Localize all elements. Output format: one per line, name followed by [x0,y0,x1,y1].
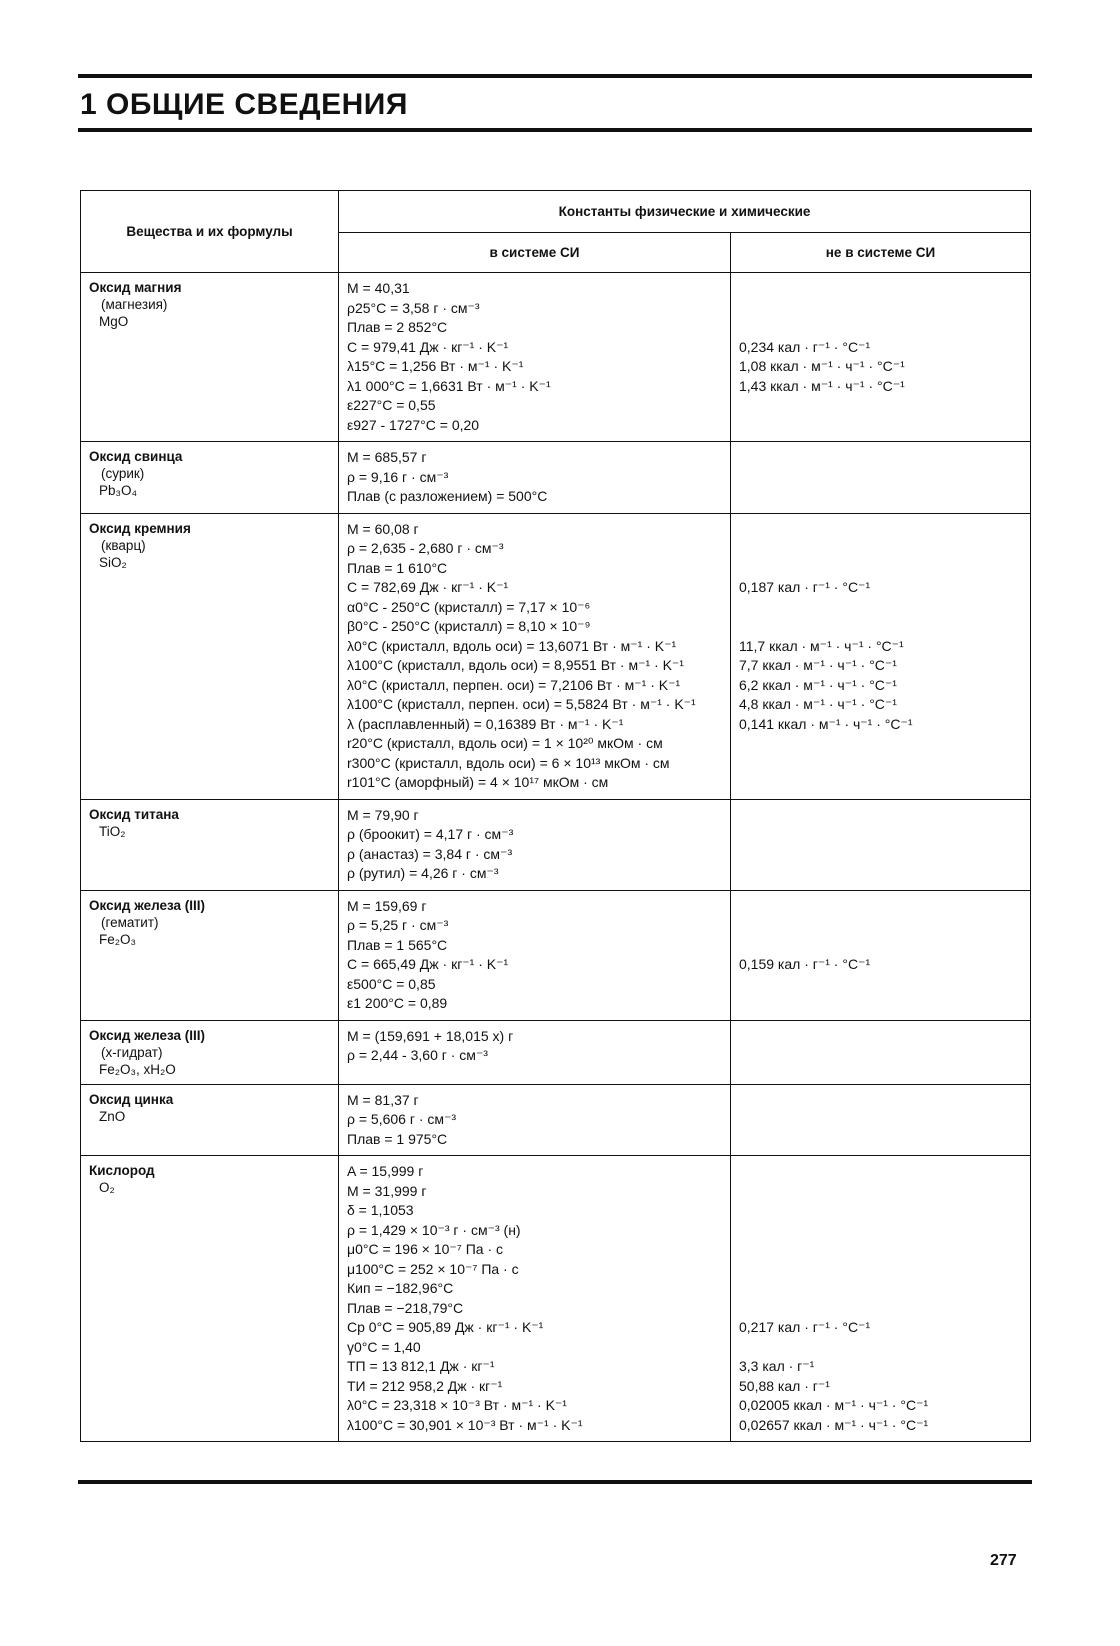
si-constant: C = 979,41 Дж · кг⁻¹ · K⁻¹ [347,338,509,355]
substance-cell [81,799,339,890]
substance-cell [81,513,339,799]
substance-formula: ZnO [99,1108,126,1124]
substance-formula: MgO [99,314,129,329]
si-constant: r20°C (кристалл, вдоль оси) = 1 × 10²⁰ мкОм · см [347,735,663,751]
empty-line [739,1162,1022,1182]
empty-line [739,825,1022,845]
non-si-constant: 6,2 ккал · м⁻¹ · ч⁻¹ · °C⁻¹ [739,676,897,693]
si-constant: M = 79,90 г [347,806,419,823]
si-constant: ε1 200°C = 0,89 [347,995,448,1011]
si-constant: β0°C - 250°C (кристалл) = 8,10 × 10⁻⁹ [347,618,591,634]
substance-name: Оксид магния [89,280,182,295]
substance-name: Оксид титана [89,806,179,822]
si-constants-cell [339,799,731,890]
empty-line [739,975,1022,995]
non-si-constant: 11,7 ккал · м⁻¹ · ч⁻¹ · °C⁻¹ [739,637,904,654]
header-si: в системе СИ [339,233,731,273]
substance-cell [81,1084,339,1156]
non-si-constants-cell [731,442,1031,514]
header-constants: Константы физические и химические [339,191,1031,233]
empty-line [739,936,1022,956]
substance-name: Оксид кремния [89,520,191,536]
non-si-constants-cell [731,799,1031,890]
substance-name: Оксид железа (III) [89,897,206,913]
substance-alt-name: (магнезия) [101,297,168,312]
substance-name: Оксид цинка [89,1091,174,1107]
si-constant: ρ = 5,25 г · см⁻³ [347,917,449,933]
si-constant: Плав = 2 852°C [347,319,448,335]
si-constant: λ15°C = 1,256 Вт · м⁻¹ · K⁻¹ [347,358,524,374]
header-substances: Вещества и их формулы [81,191,339,273]
table-row [81,799,1031,890]
si-constant: C = 782,69 Дж · кг⁻¹ · K⁻¹ [347,579,509,595]
empty-line [739,864,1022,884]
empty-line [739,806,1022,826]
table-row [81,442,1031,514]
si-constant: C = 665,49 Дж · кг⁻¹ · K⁻¹ [347,956,509,972]
si-constant: ε500°C = 0,85 [347,975,436,992]
header-non-si: не в системе СИ [731,233,1031,273]
si-constant: δ = 1,1053 [347,1202,414,1218]
substance-alt-name: (сурик) [101,466,145,481]
si-constant: ρ25°C = 3,58 г · см⁻³ [347,299,480,316]
non-si-constant: 0,141 ккал · м⁻¹ · ч⁻¹ · °C⁻¹ [739,715,913,732]
table-row [81,1020,1031,1084]
si-constant: Плав = 1 975°C [347,1130,448,1147]
empty-line [739,734,1022,754]
substance-formula: Fe₂O₃ [99,931,136,947]
empty-line [739,994,1022,1014]
si-constant: ρ = 2,44 - 3,60 г · см⁻³ [347,1047,488,1063]
si-constant: M = (159,691 + 18,015 x) г [347,1027,514,1044]
empty-line [739,487,1022,507]
si-constant: M = 159,69 г [347,897,427,914]
empty-line [739,416,1022,436]
non-si-constant: 3,3 кал · г⁻¹ [739,1358,815,1374]
si-constant: ρ (броокит) = 4,17 г · см⁻³ [347,826,514,842]
non-si-constant: 50,88 кал · г⁻¹ [739,1377,830,1394]
substance-alt-name: (гематит) [101,914,159,930]
non-si-constant: 0,159 кал · г⁻¹ · °C⁻¹ [739,956,871,972]
empty-line [739,1240,1022,1260]
empty-line [739,1110,1022,1130]
substance-alt-name: (кварц) [101,537,146,553]
si-constant: λ100°C = 30,901 × 10⁻³ Вт · м⁻¹ · K⁻¹ [347,1416,583,1433]
si-constants-cell [339,1156,731,1442]
non-si-constant: 0,234 кал · г⁻¹ · °C⁻¹ [739,338,871,355]
si-constant: μ0°C = 196 × 10⁻⁷ Па · с [347,1241,504,1257]
substance-formula: SiO₂ [99,554,127,570]
si-constant: λ0°C (кристалл, вдоль оси) = 13,6071 Вт · м⁻¹ · K⁻¹ [347,637,677,654]
substance-cell [81,273,339,442]
si-constants-cell [339,890,731,1020]
empty-line [739,916,1022,936]
si-constant: M = 685,57 г [347,449,427,465]
si-constants-cell [339,513,731,799]
substance-cell [81,1020,339,1084]
table-row [81,273,1031,442]
si-constant: Кип = −182,96°C [347,1280,454,1296]
empty-line [739,1182,1022,1202]
non-si-constants-cell [731,890,1031,1020]
si-constant: Плав = 1 565°C [347,936,448,953]
substance-cell [81,442,339,514]
si-constant: ε927 - 1727°C = 0,20 [347,416,480,433]
si-constant: Cp 0°C = 905,89 Дж · кг⁻¹ · K⁻¹ [347,1319,544,1335]
si-constant: ρ (рутил) = 4,26 г · см⁻³ [347,865,499,881]
empty-line [739,396,1022,416]
empty-line [739,1299,1022,1319]
table-row [81,890,1031,1020]
non-si-constants-cell [731,1084,1031,1156]
table-row [81,1084,1031,1156]
substance-formula: Fe₂O₃, xH₂O [99,1061,176,1077]
substance-name: Оксид железа (III) [89,1027,206,1043]
si-constant: λ1 000°C = 1,6631 Вт · м⁻¹ · K⁻¹ [347,377,551,394]
empty-line [739,1201,1022,1221]
si-constant: M = 81,37 г [347,1091,419,1108]
substance-name: Кислород [89,1163,155,1178]
substance-name: Оксид свинца [89,449,183,464]
empty-line [739,617,1022,637]
empty-line [739,1221,1022,1241]
non-si-constant: 0,02657 ккал · м⁻¹ · ч⁻¹ · °C⁻¹ [739,1416,929,1433]
non-si-constants-cell [731,1156,1031,1442]
non-si-constants-cell [731,273,1031,442]
non-si-constant: 0,187 кал · г⁻¹ · °C⁻¹ [739,579,871,595]
si-constant: M = 40,31 [347,280,410,296]
si-constant: ТП = 13 812,1 Дж · кг⁻¹ [347,1358,495,1374]
non-si-constant: 1,43 ккал · м⁻¹ · ч⁻¹ · °C⁻¹ [739,377,905,394]
non-si-constants-cell [731,513,1031,799]
si-constant: γ0°C = 1,40 [347,1338,421,1355]
constants-table [80,190,1031,1442]
si-constant: ρ = 1,429 × 10⁻³ г · см⁻³ (н) [347,1221,521,1238]
si-constant: ρ (анастаз) = 3,84 г · см⁻³ [347,845,513,862]
si-constant: M = 31,999 г [347,1182,427,1199]
si-constant: A = 15,999 г [347,1163,424,1179]
si-constant: ρ = 9,16 г · см⁻³ [347,468,449,485]
empty-line [739,897,1022,917]
si-constants-cell [339,1020,731,1084]
si-constant: λ100°C (кристалл, вдоль оси) = 8,9551 Вт · м⁻¹ · K⁻¹ [347,657,684,673]
si-constant: λ (расплавленный) = 0,16389 Вт · м⁻¹ · K⁻¹ [347,715,624,732]
empty-line [739,754,1022,774]
empty-line [739,520,1022,540]
si-constant: M = 60,08 г [347,520,419,537]
page-number: 277 [990,1552,1017,1569]
si-constant: λ100°C (кристалл, перпен. оси) = 5,5824 Вт · м⁻¹ · K⁻¹ [347,696,696,712]
non-si-constant: 0,02005 ккал · м⁻¹ · ч⁻¹ · °C⁻¹ [739,1397,929,1413]
empty-line [739,1338,1022,1358]
empty-line [739,773,1022,793]
substance-alt-name: (x-гидрат) [101,1044,163,1060]
si-constant: α0°C - 250°C (кристалл) = 7,17 × 10⁻⁶ [347,598,591,615]
table-row [81,1156,1031,1442]
non-si-constant: 0,217 кал · г⁻¹ · °C⁻¹ [739,1319,871,1335]
empty-line [739,279,1022,299]
non-si-constant: 4,8 ккал · м⁻¹ · ч⁻¹ · °C⁻¹ [739,696,897,712]
si-constant: μ100°C = 252 × 10⁻⁷ Па · с [347,1260,519,1277]
empty-line [739,1130,1022,1150]
substance-cell [81,890,339,1020]
page-title: 1 ОБЩИЕ СВЕДЕНИЯ [80,88,408,121]
empty-line [739,299,1022,319]
title-underline [78,128,1032,132]
si-constants-cell [339,273,731,442]
substance-cell [81,1156,339,1442]
non-si-constants-cell [731,1020,1031,1084]
empty-line [739,559,1022,579]
empty-line [739,598,1022,618]
substance-formula: Pb₃O₄ [99,483,138,498]
si-constants-cell [339,442,731,514]
si-constant: r101°C (аморфный) = 4 × 10¹⁷ мкОм · см [347,774,609,790]
empty-line [739,1027,1022,1047]
empty-line [739,318,1022,338]
empty-line [739,1046,1022,1066]
non-si-constant: 7,7 ккал · м⁻¹ · ч⁻¹ · °C⁻¹ [739,657,897,673]
si-constant: ТИ = 212 958,2 Дж · кг⁻¹ [347,1377,503,1394]
empty-line [739,448,1022,468]
si-constant: r300°C (кристалл, вдоль оси) = 6 × 10¹³ мкОм · см [347,754,670,771]
empty-line [739,845,1022,865]
empty-line [739,1091,1022,1111]
table-row [81,513,1031,799]
substance-formula: O₂ [99,1180,115,1195]
empty-line [739,468,1022,488]
bottom-rule [78,1480,1032,1484]
empty-line [739,539,1022,559]
si-constant: Плав = 1 610°C [347,559,448,576]
si-constant: λ0°C (кристалл, перпен. оси) = 7,2106 Вт · м⁻¹ · K⁻¹ [347,676,681,693]
si-constant: Плав (с разложением) = 500°C [347,488,548,504]
si-constant: ρ = 2,635 - 2,680 г · см⁻³ [347,540,504,556]
si-constant: Плав = −218,79°C [347,1299,464,1316]
si-constant: ρ = 5,606 г · см⁻³ [347,1111,457,1127]
si-constant: λ0°C = 23,318 × 10⁻³ Вт · м⁻¹ · K⁻¹ [347,1397,567,1413]
substance-formula: TiO₂ [99,823,126,839]
top-rule [78,74,1032,78]
empty-line [739,1279,1022,1299]
non-si-constant: 1,08 ккал · м⁻¹ · ч⁻¹ · °C⁻¹ [739,358,905,374]
si-constants-cell [339,1084,731,1156]
empty-line [739,1260,1022,1280]
si-constant: ε227°C = 0,55 [347,397,436,413]
